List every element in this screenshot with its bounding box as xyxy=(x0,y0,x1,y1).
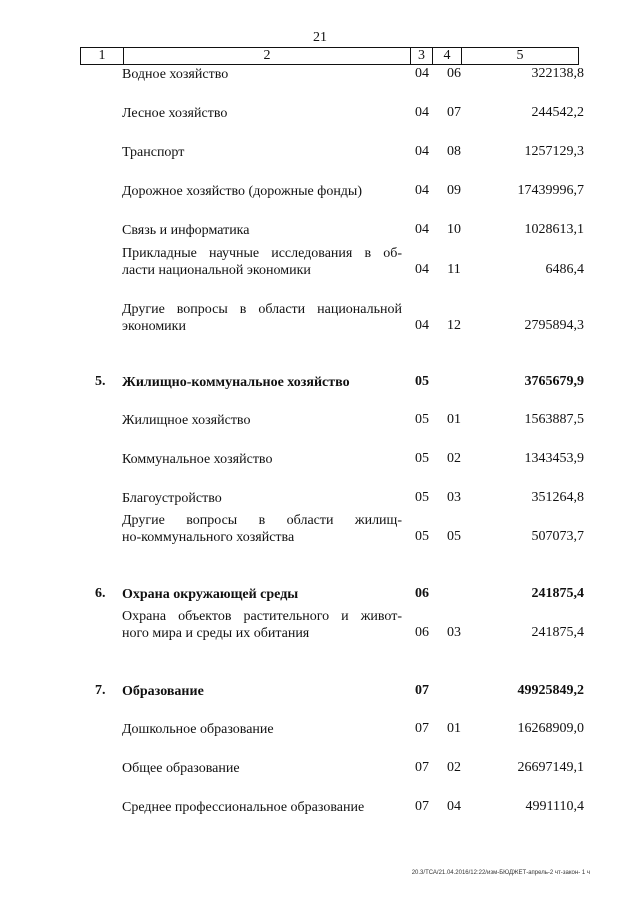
row-name-line: Транспорт xyxy=(122,145,185,160)
row-name-line: Дорожное хозяйство (дорожные фонды) xyxy=(122,184,363,199)
amount-value: 49925849,2 xyxy=(517,683,584,698)
subsection-code: 08 xyxy=(447,144,461,159)
row-name xyxy=(122,105,402,122)
row-name xyxy=(122,301,402,335)
section-code: 05 xyxy=(415,451,429,466)
row-name xyxy=(122,683,402,700)
row-name-line: Лесное хозяйство xyxy=(122,106,228,121)
amount-value: 241875,4 xyxy=(531,625,584,640)
row-name xyxy=(122,760,402,777)
section-code: 04 xyxy=(415,318,429,333)
amount-value: 241875,4 xyxy=(531,586,584,601)
section-code: 05 xyxy=(415,412,429,427)
row-name-line: Среднее профессиональное образование xyxy=(122,800,365,815)
section-code: 07 xyxy=(415,683,429,698)
row-name xyxy=(122,490,402,507)
subsection-code: 01 xyxy=(447,412,461,427)
amount-value: 1343453,9 xyxy=(524,451,584,466)
row-name-line: но-коммунального хозяйства xyxy=(122,530,295,545)
amount-value: 1563887,5 xyxy=(524,412,584,427)
row-name-line: экономики xyxy=(122,319,186,334)
row-name xyxy=(122,608,402,642)
row-name xyxy=(122,183,402,200)
header-col-2: 2 xyxy=(124,48,411,65)
row-name-line: Жилищное хозяйство xyxy=(122,413,251,428)
section-code: 04 xyxy=(415,183,429,198)
amount-value: 26697149,1 xyxy=(517,760,584,775)
subsection-code: 10 xyxy=(447,222,461,237)
section-code: 04 xyxy=(415,105,429,120)
subsection-code: 11 xyxy=(447,262,461,277)
amount-value: 1028613,1 xyxy=(524,222,584,237)
section-code: 05 xyxy=(415,490,429,505)
amount-value: 4991110,4 xyxy=(525,799,584,814)
row-name-line: Охрана объектов растительного и живот- xyxy=(122,609,402,624)
row-name xyxy=(122,586,402,603)
amount-value: 2795894,3 xyxy=(524,318,584,333)
row-name-line: Благоустройство xyxy=(122,491,222,506)
row-name xyxy=(122,451,402,468)
row-name-line: Общее образование xyxy=(122,761,240,776)
page-number: 21 xyxy=(313,30,327,45)
amount-value: 3765679,9 xyxy=(524,374,584,389)
row-name xyxy=(122,799,402,816)
amount-value: 507073,7 xyxy=(531,529,584,544)
section-number: 7. xyxy=(95,683,106,698)
row-name-line: Образование xyxy=(122,684,204,699)
row-name-line: Охрана окружающей среды xyxy=(122,587,299,602)
amount-value: 1257129,3 xyxy=(524,144,584,159)
row-name-line: Коммунальное хозяйство xyxy=(122,452,273,467)
row-name-line: Жилищно-коммунальное хозяйство xyxy=(122,375,350,390)
subsection-code: 04 xyxy=(447,799,461,814)
row-name-line: Связь и информатика xyxy=(122,223,250,238)
section-code: 07 xyxy=(415,799,429,814)
amount-value: 16268909,0 xyxy=(517,721,584,736)
subsection-code: 03 xyxy=(447,625,461,640)
column-header-table xyxy=(80,47,579,65)
subsection-code: 09 xyxy=(447,183,461,198)
row-name xyxy=(122,512,402,546)
row-name xyxy=(122,721,402,738)
footer-file-reference: 20.3/ТСА/21.04.2016/12:22/изм-БЮДЖЕТ-апрель-2 чт-закон- 1 ч xyxy=(411,870,590,876)
section-code: 07 xyxy=(415,721,429,736)
section-number: 5. xyxy=(95,374,106,389)
row-name xyxy=(122,144,402,161)
row-name-line: ласти национальной экономики xyxy=(122,263,311,278)
subsection-code: 01 xyxy=(447,721,461,736)
subsection-code: 06 xyxy=(447,66,461,81)
section-code: 04 xyxy=(415,222,429,237)
header-col-1: 1 xyxy=(81,48,124,65)
row-name-line: Другие вопросы в области национальной xyxy=(122,302,402,317)
row-name xyxy=(122,412,402,429)
amount-value: 322138,8 xyxy=(531,66,584,81)
section-code: 05 xyxy=(415,529,429,544)
header-col-3: 3 xyxy=(411,48,433,65)
amount-value: 6486,4 xyxy=(545,262,584,277)
row-name xyxy=(122,374,402,391)
row-name-line: Прикладные научные исследования в об- xyxy=(122,246,402,261)
subsection-code: 03 xyxy=(447,490,461,505)
row-name xyxy=(122,222,402,239)
row-name-line: Водное хозяйство xyxy=(122,67,229,82)
row-name-line: ного мира и среды их обитания xyxy=(122,626,310,641)
subsection-code: 05 xyxy=(447,529,461,544)
subsection-code: 02 xyxy=(447,760,461,775)
section-number: 6. xyxy=(95,586,106,601)
section-code: 06 xyxy=(415,586,429,601)
amount-value: 17439996,7 xyxy=(517,183,584,198)
section-code: 04 xyxy=(415,144,429,159)
subsection-code: 12 xyxy=(447,318,461,333)
header-col-5: 5 xyxy=(462,48,579,65)
row-name xyxy=(122,66,402,83)
row-name-line: Дошкольное образование xyxy=(122,722,274,737)
subsection-code: 07 xyxy=(447,105,461,120)
subsection-code: 02 xyxy=(447,451,461,466)
row-name xyxy=(122,245,402,279)
section-code: 05 xyxy=(415,374,429,389)
row-name-line: Другие вопросы в области жилищ- xyxy=(122,513,402,528)
section-code: 04 xyxy=(415,262,429,277)
header-col-4: 4 xyxy=(433,48,462,65)
section-code: 04 xyxy=(415,66,429,81)
amount-value: 351264,8 xyxy=(531,490,584,505)
section-code: 06 xyxy=(415,625,429,640)
amount-value: 244542,2 xyxy=(531,105,584,120)
section-code: 07 xyxy=(415,760,429,775)
